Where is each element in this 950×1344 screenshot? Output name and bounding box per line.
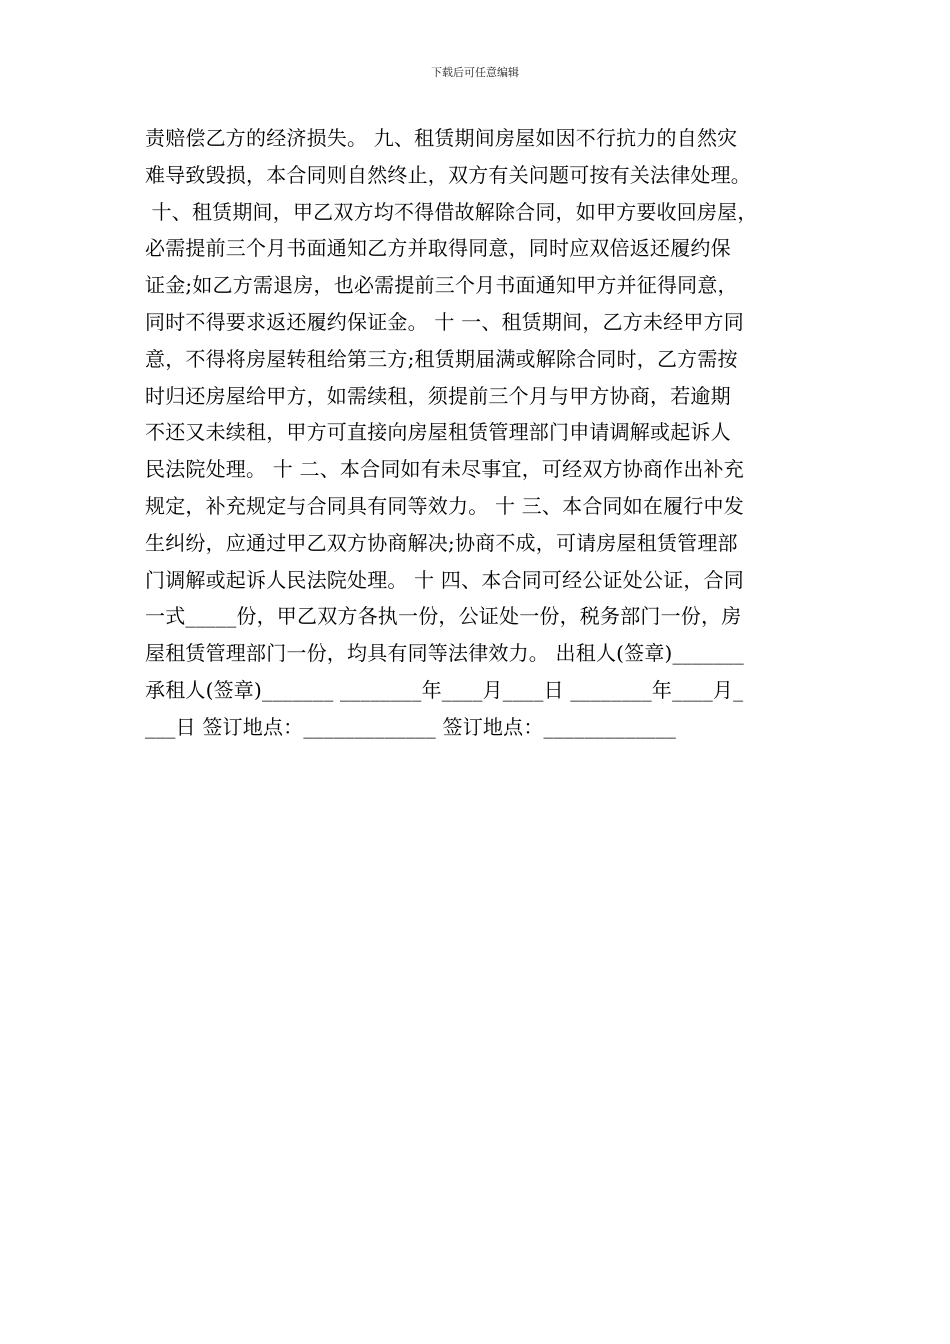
text-line: 责赔偿乙方的经济损失。 九、租赁期间房屋如因不行抗力的自然灾 [145,126,738,150]
text-line: 意，不得将房屋转租给第三方;租赁期届满或解除合同时，乙方需按 [145,346,738,371]
text-line: 不还又未续租，甲方可直接向房屋租赁管理部门申请调解或起诉人 [145,420,731,445]
text-line: 规定，补充规定与合同具有同等效力。 十 三、本合同如在履行中发 [145,493,744,518]
text-line: ___日 签订地点：_____________ 签订地点：_____________ [145,714,677,739]
text-line: 难导致毁损，本合同则自然终止，双方有关问题可按有关法律处理。 [145,162,751,187]
text-line: 民法院处理。 十 二、本合同如有未尽事宜，可经双方协商作出补充 [145,457,744,482]
text-line: 生纠纷，应通过甲乙双方协商解决;协商不成，可请房屋租赁管理部 [145,530,738,555]
contract-body [145,120,825,746]
text-line: 屋租赁管理部门一份，均具有同等法律效力。 出租人(签章)_______ [145,641,744,666]
text-line: 同时不得要求返还履约保证金。 十 一、租赁期间，乙方未经甲方同 [145,309,744,334]
page-header-note: 下载后可任意编辑 [431,66,519,79]
text-line: 门调解或起诉人民法院处理。 十 四、本合同可经公证处公证，合同 [145,567,744,592]
text-line: 必需提前三个月书面通知乙方并取得同意，同时应双倍返还履约保 [145,236,731,261]
text-line: 证金;如乙方需退房，也必需提前三个月书面通知甲方并征得同意， [145,273,738,298]
text-line: 承租人(签章)_______ ________年____月____日 ________年____月_ [145,677,744,702]
text-line: 时归还房屋给甲方，如需续租，须提前三个月与甲方协商，若逾期 [145,383,731,408]
text-line: 十、租赁期间，甲乙双方均不得借故解除合同，如甲方要收回房屋， [145,199,758,224]
text-line: 一式_____份，甲乙双方各执一份，公证处一份，税务部门一份，房 [145,604,742,629]
